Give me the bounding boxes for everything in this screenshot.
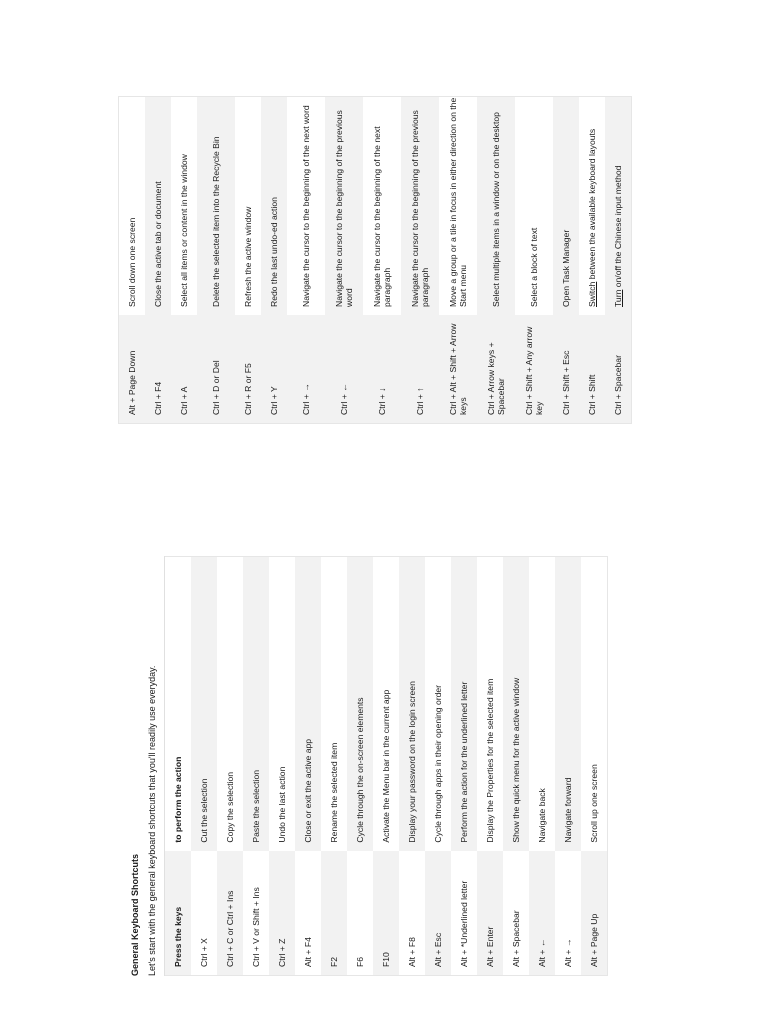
table-row [555,557,581,976]
shortcut-keys: Ctrl + Spacebar [605,315,632,424]
shortcut-action: Scroll down one screen [119,97,146,316]
shortcut-action: Delete the selected item into the Recycle Bin [197,97,235,316]
shortcut-keys: F10 [373,851,399,976]
table-row [243,557,269,976]
shortcut-keys: Ctrl + C or Ctrl + Ins [217,851,243,976]
shortcut-action: Perform the action for the underlined letter [451,557,477,851]
shortcuts-continued-section [118,96,632,424]
section-intro: Let's start with the general keyboard shortcuts that you'll readily use everyday. [147,665,157,976]
shortcut-action: Undo the last action [269,557,295,851]
shortcut-keys: Ctrl + V or Shift + Ins [243,851,269,976]
shortcut-keys: Alt + Page Up [581,851,608,976]
shortcut-action: Rename the selected item [321,557,347,851]
table-row [269,557,295,976]
table-row [399,557,425,976]
shortcut-keys: Alt + *Underlined letter [451,851,477,976]
shortcut-keys: Ctrl + A [171,315,197,424]
table-row [605,97,632,424]
shortcut-keys: F2 [321,851,347,976]
shortcut-action: Cycle through apps in their opening order [425,557,451,851]
shortcut-action: Navigate the cursor to the beginning of the next paragraph [363,97,401,316]
shortcut-action: Open Task Manager [553,97,579,316]
shortcut-keys: Alt + Spacebar [503,851,529,976]
table-row [581,557,608,976]
underlined-word: Turn [613,289,623,307]
table-row [373,557,399,976]
header-action: to perform the action [165,557,192,851]
shortcut-action: Navigate forward [555,557,581,851]
action-rest: between the available keyboard layouts [587,128,597,282]
table-row [553,97,579,424]
shortcut-action: Activate the Menu bar in the current app [373,557,399,851]
shortcut-action: Close or exit the active app [295,557,321,851]
header-keys: Press the keys [165,851,192,976]
shortcut-action: Copy the selection [217,557,243,851]
shortcut-keys: Alt + ← [529,851,555,976]
table-row [235,97,261,424]
table-row [529,557,555,976]
action-rest: on/off the Chinese input method [613,165,623,290]
table-row [325,97,363,424]
shortcut-action: Show the quick menu for the active window [503,557,529,851]
table-row [145,97,171,424]
shortcut-keys: Ctrl + Shift + Any arrow key [515,315,553,424]
shortcut-keys: Ctrl + Shift [579,315,605,424]
shortcut-keys: Alt + F4 [295,851,321,976]
shortcut-action [579,97,605,316]
table-header-row [165,557,192,976]
shortcut-keys: Ctrl + → [287,315,325,424]
shortcut-action: Cut the selection [191,557,217,851]
table-row [363,97,401,424]
table-row [119,97,146,424]
shortcut-action: Select all items or content in the window [171,97,197,316]
shortcut-keys: Ctrl + Arrow keys + Spacebar [477,315,515,424]
table-row [515,97,553,424]
table-row [477,557,503,976]
shortcut-keys: Alt + F8 [399,851,425,976]
shortcut-action: Display the Properties for the selected item [477,557,503,851]
table-row [477,97,515,424]
shortcut-action [605,97,632,316]
shortcut-action: Navigate the cursor to the beginning of the previous paragraph [401,97,439,316]
table-row [295,557,321,976]
shortcut-keys: Ctrl + D or Del [197,315,235,424]
shortcut-keys: Alt + Esc [425,851,451,976]
shortcut-keys: Ctrl + Alt + Shift + Arrow keys [439,315,477,424]
shortcut-action: Select multiple items in a window or on the desktop [477,97,515,316]
shortcut-action: Close the active tab or document [145,97,171,316]
shortcut-action: Navigate back [529,557,555,851]
shortcut-keys: Alt + Page Down [119,315,146,424]
shortcut-action: Redo the last undo-ed action [261,97,287,316]
shortcut-action: Select a block of text [515,97,553,316]
shortcut-keys: F6 [347,851,373,976]
shortcut-keys: Ctrl + Shift + Esc [553,315,579,424]
table-row [191,557,217,976]
shortcut-keys: Ctrl + Z [269,851,295,976]
table-row [451,557,477,976]
table-row [217,557,243,976]
table-row [401,97,439,424]
table-row [579,97,605,424]
shortcuts-table-1 [164,556,608,976]
shortcut-keys: Alt + → [555,851,581,976]
shortcut-action: Navigate the cursor to the beginning of the next word [287,97,325,316]
shortcut-keys: Ctrl + ↑ [401,315,439,424]
table-row [439,97,477,424]
table-row [287,97,325,424]
shortcut-keys: Ctrl + X [191,851,217,976]
underlined-word: Switch [587,281,597,307]
table-row [503,557,529,976]
shortcut-keys: Ctrl + F4 [145,315,171,424]
shortcut-keys: Ctrl + ↓ [363,315,401,424]
general-shortcuts-section [130,556,608,976]
table-row [197,97,235,424]
table-row [347,557,373,976]
shortcut-action: Paste the selection [243,557,269,851]
section-heading: General Keyboard Shortcuts [130,853,140,976]
shortcut-action: Cycle through the on-screen elements [347,557,373,851]
shortcut-action: Refresh the active window [235,97,261,316]
table-row [261,97,287,424]
table-row [171,97,197,424]
table-row [321,557,347,976]
shortcut-action: Navigate the cursor to the beginning of the previous word [325,97,363,316]
shortcut-keys: Alt + Enter [477,851,503,976]
shortcut-keys: Ctrl + ← [325,315,363,424]
shortcuts-table-2 [118,96,632,424]
shortcut-action: Display your password on the login screen [399,557,425,851]
shortcut-action: Move a group or a tile in focus in either direction on the Start menu [439,97,477,316]
shortcut-keys: Ctrl + R or F5 [235,315,261,424]
shortcut-action: Scroll up one screen [581,557,608,851]
table-row [425,557,451,976]
shortcut-keys: Ctrl + Y [261,315,287,424]
